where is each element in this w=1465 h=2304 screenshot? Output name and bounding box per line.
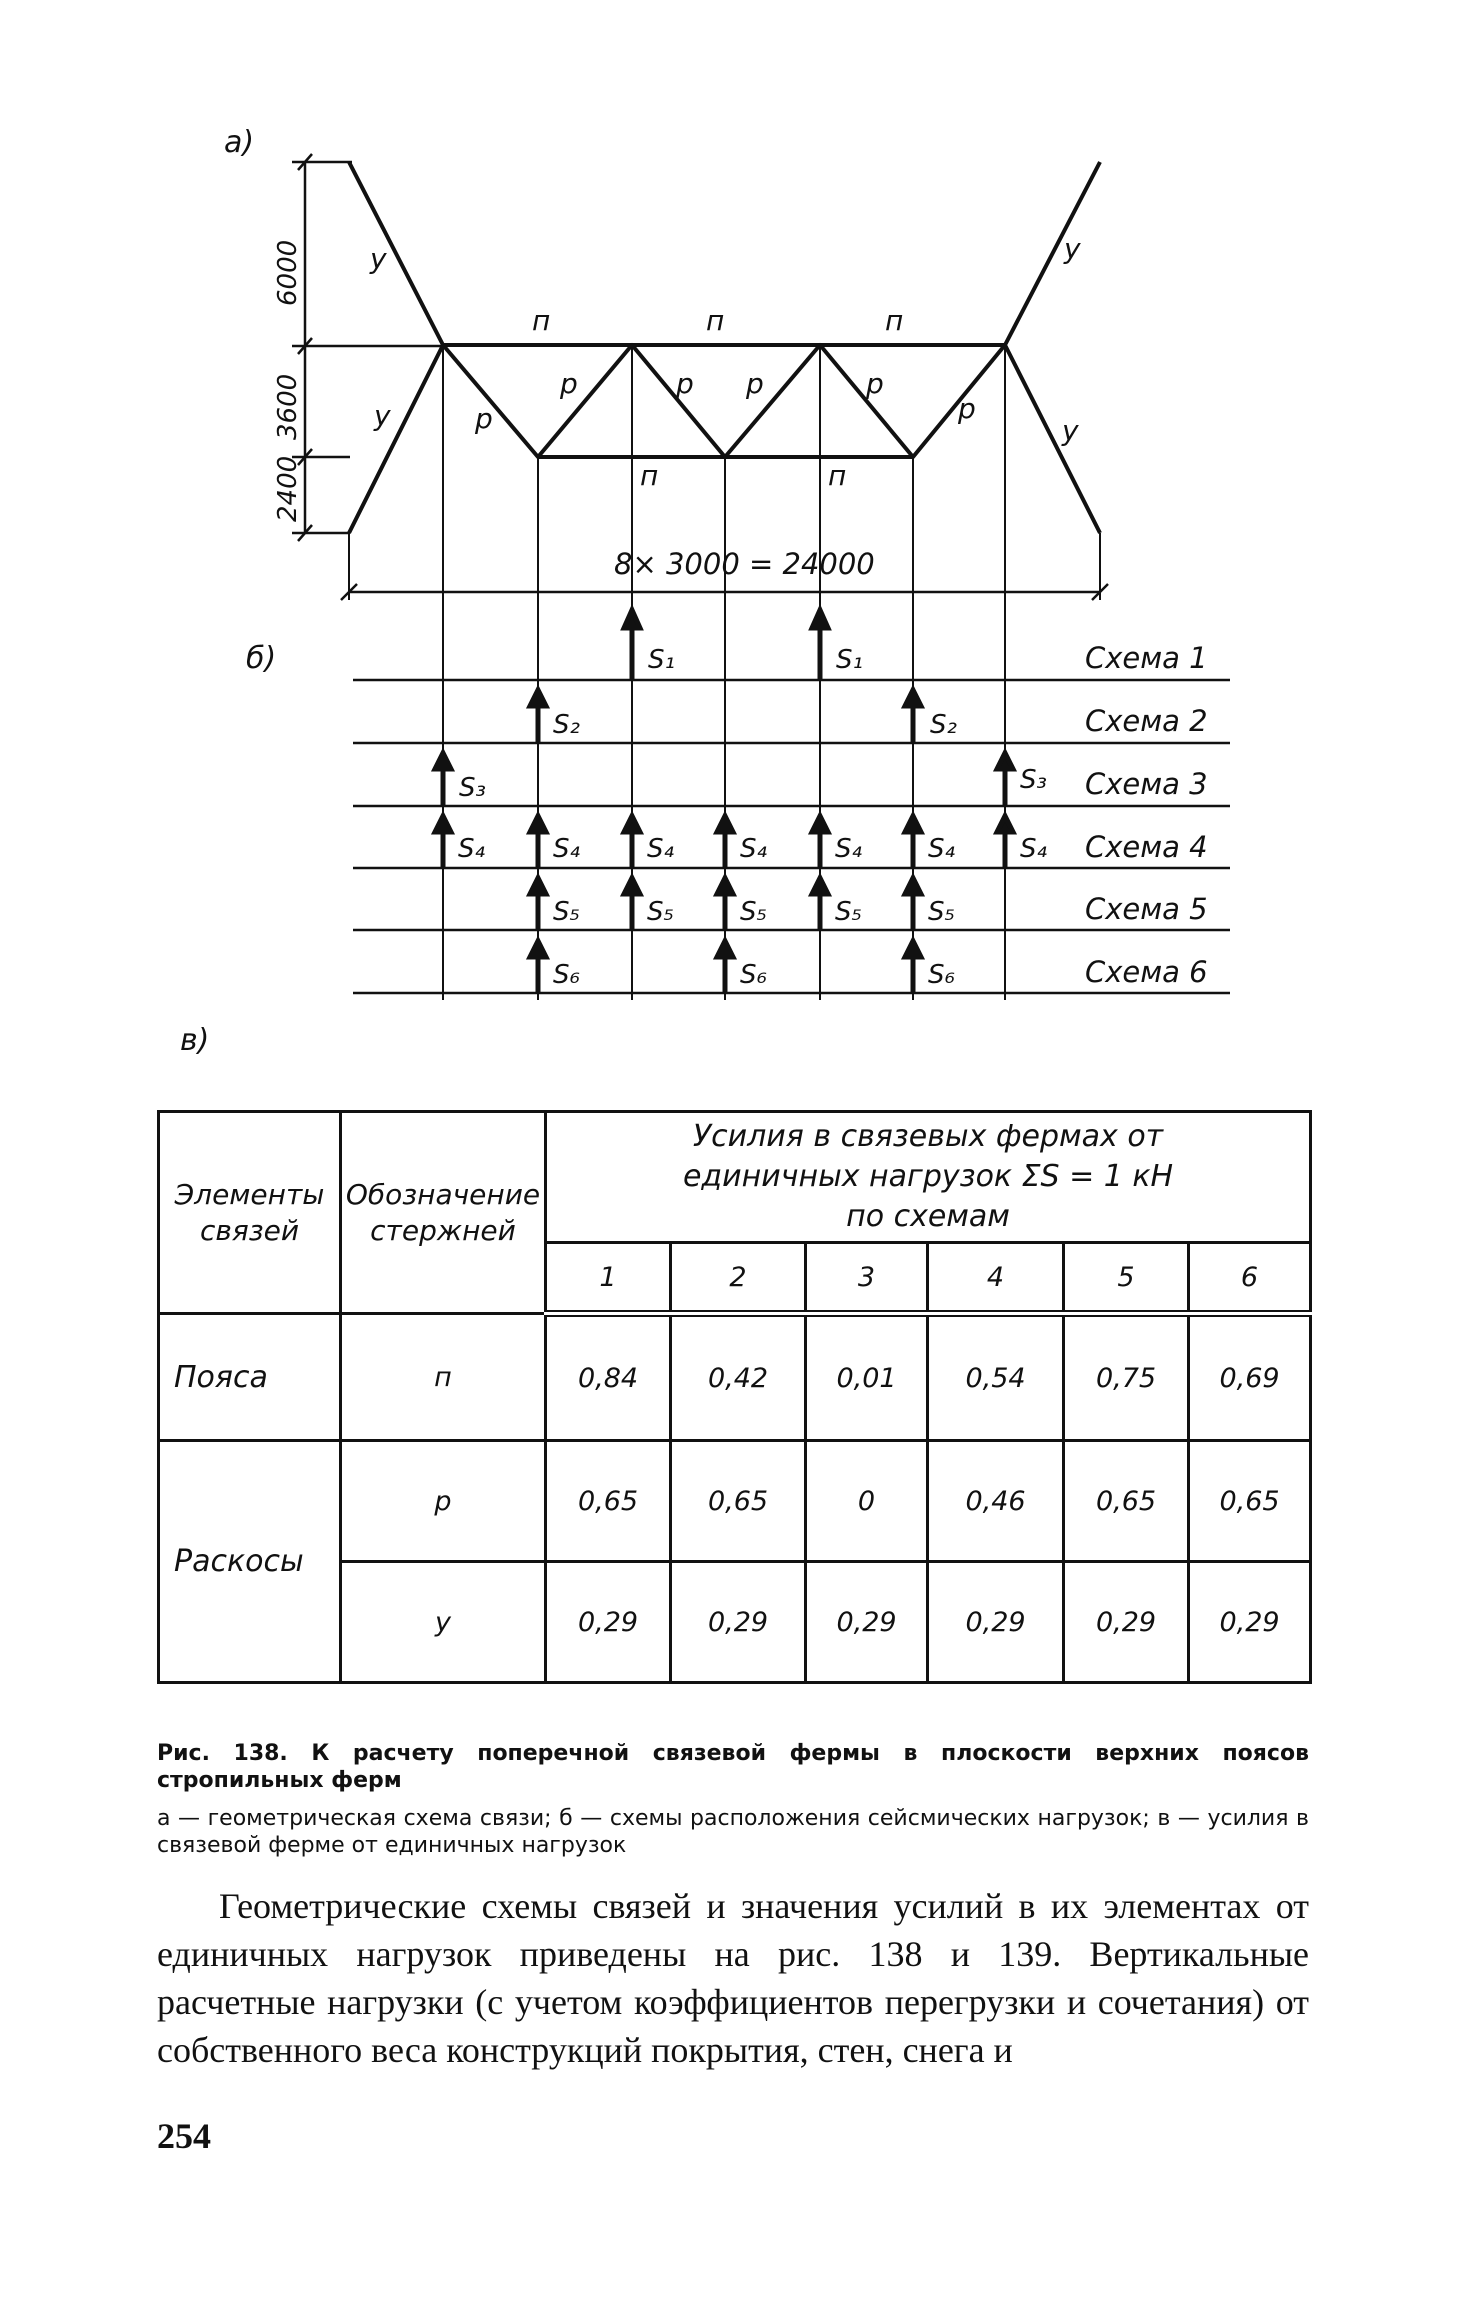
scheme-names [1085, 641, 1208, 989]
dim-2400: 2400 [273, 455, 303, 522]
scheme-number: 4 [928, 1243, 1064, 1314]
svg-text:S₁: S₁ [836, 645, 863, 675]
label-top-chord-3: п [885, 304, 904, 337]
body-paragraph: Геометрические схемы связей и значения усилий в их элементах от единичных нагрузок приведены на рис. 138 и 139. Вертикальные расчетные нагрузки (с учетом коэффициентов перегрузки и сочетания) от собственного веса конструкций покрытия, стен, снега и [157, 1886, 1309, 2070]
row-designation: р [341, 1441, 546, 1562]
label-diag-5: р [866, 367, 884, 400]
forces-table [157, 1110, 1312, 1684]
cell-value: 0,75 [1064, 1314, 1189, 1441]
cell-value: 0,69 [1189, 1314, 1311, 1441]
svg-text:S₄: S₄ [835, 834, 862, 864]
header-elements: Элементы связей [159, 1112, 341, 1314]
scheme-4-name: Схема 4 [1085, 830, 1208, 864]
label-diag-4: р [746, 367, 764, 400]
cell-value: 0,29 [546, 1562, 671, 1683]
svg-text:S₅: S₅ [647, 897, 674, 927]
svg-text:S₆: S₆ [740, 960, 767, 990]
scheme-number: 3 [806, 1243, 928, 1314]
label-strut-1: у [370, 242, 387, 275]
cell-value: 0,29 [1189, 1562, 1311, 1683]
label-diag-6: р [958, 392, 976, 425]
scheme-number: 1 [546, 1243, 671, 1314]
cell-value: 0,65 [1189, 1441, 1311, 1562]
cell-value: 0,46 [928, 1441, 1064, 1562]
label-top-chord-2: п [706, 304, 725, 337]
scheme-5-name: Схема 5 [1085, 892, 1208, 926]
cell-value: 0,29 [928, 1562, 1064, 1683]
label-bottom-chord-1: п [640, 459, 659, 492]
svg-text:S₅: S₅ [553, 897, 580, 927]
scheme-4-arrows [435, 816, 1013, 868]
vertical-dimension [292, 154, 444, 541]
scheme-6-arrows [530, 941, 921, 993]
label-diag-2: р [560, 367, 578, 400]
cell-value: 0,42 [671, 1314, 806, 1441]
table-row [159, 1441, 1311, 1562]
svg-text:S₃: S₃ [1020, 765, 1047, 795]
header-forces: Усилия в связевых фермах от единичных нагрузок ΣS = 1 кН по схемам [546, 1112, 1311, 1243]
dim-6000: 6000 [273, 239, 303, 306]
panel-b-label: б) [246, 641, 277, 676]
svg-text:S₂: S₂ [930, 710, 957, 740]
label-strut-3: у [1064, 232, 1081, 265]
label-diag-1: р [475, 402, 493, 435]
panel-c-label: в) [180, 1023, 210, 1058]
svg-text:S₆: S₆ [928, 960, 955, 990]
row-designation: п [341, 1314, 546, 1441]
scheme-2-name: Схема 2 [1085, 704, 1208, 738]
row-group: Пояса [159, 1314, 341, 1441]
scheme-3-name: Схема 3 [1085, 767, 1208, 801]
panel-a-label: а) [224, 125, 255, 160]
cell-value: 0,29 [671, 1562, 806, 1683]
header-designation: Обозначение стержней [341, 1112, 546, 1314]
row-designation: у [341, 1562, 546, 1683]
svg-text:S₅: S₅ [928, 897, 955, 927]
dim-3600: 3600 [273, 373, 303, 440]
cell-value: 0,65 [1064, 1441, 1189, 1562]
row-group: Раскосы [159, 1441, 341, 1683]
svg-text:S₄: S₄ [740, 834, 767, 864]
cell-value: 0,54 [928, 1314, 1064, 1441]
svg-text:S₄: S₄ [1020, 834, 1047, 864]
svg-text:S₂: S₂ [553, 710, 580, 740]
cell-value: 0,01 [806, 1314, 928, 1441]
svg-text:S₄: S₄ [458, 834, 485, 864]
scheme-5-arrows [530, 878, 921, 930]
svg-text:S₄: S₄ [928, 834, 955, 864]
label-strut-4: у [1062, 414, 1079, 447]
svg-text:S₄: S₄ [553, 834, 580, 864]
cell-value: 0,65 [671, 1441, 806, 1562]
cell-value: 0,65 [546, 1441, 671, 1562]
label-diag-3: р [676, 367, 694, 400]
page-number: 254 [157, 2116, 211, 2156]
cell-value: 0,29 [1064, 1562, 1189, 1683]
svg-text:S₁: S₁ [648, 645, 675, 675]
svg-text:S₅: S₅ [835, 897, 862, 927]
svg-text:S₆: S₆ [553, 960, 580, 990]
cell-value: 0,29 [806, 1562, 928, 1683]
cell-value: 0,84 [546, 1314, 671, 1441]
scheme-number: 2 [671, 1243, 806, 1314]
svg-text:S₃: S₃ [459, 773, 486, 803]
figure-caption-title: Рис. 138. К расчету поперечной связевой фермы в плоскости верхних поясов стропильных ферм [157, 1741, 1309, 1793]
scheme-number: 6 [1189, 1243, 1311, 1314]
span-label: 8× 3000 = 24000 [614, 547, 875, 581]
svg-text:S₄: S₄ [647, 834, 674, 864]
svg-text:S₅: S₅ [740, 897, 767, 927]
cell-value: 0 [806, 1441, 928, 1562]
label-top-chord-1: п [532, 304, 551, 337]
scheme-6-name: Схема 6 [1085, 955, 1208, 989]
figure-caption-legend: а — геометрическая схема связи; б — схемы расположения сейсмических нагрузок; в — усилия в связевой ферме от единичных нагрузок [157, 1806, 1309, 1858]
label-bottom-chord-2: п [828, 459, 847, 492]
table-row [159, 1314, 1311, 1441]
label-strut-2: у [374, 399, 391, 432]
scheme-1-name: Схема 1 [1085, 641, 1208, 675]
force-labels [458, 645, 1048, 990]
figure-138-diagram [0, 0, 1465, 1080]
scheme-number: 5 [1064, 1243, 1189, 1314]
